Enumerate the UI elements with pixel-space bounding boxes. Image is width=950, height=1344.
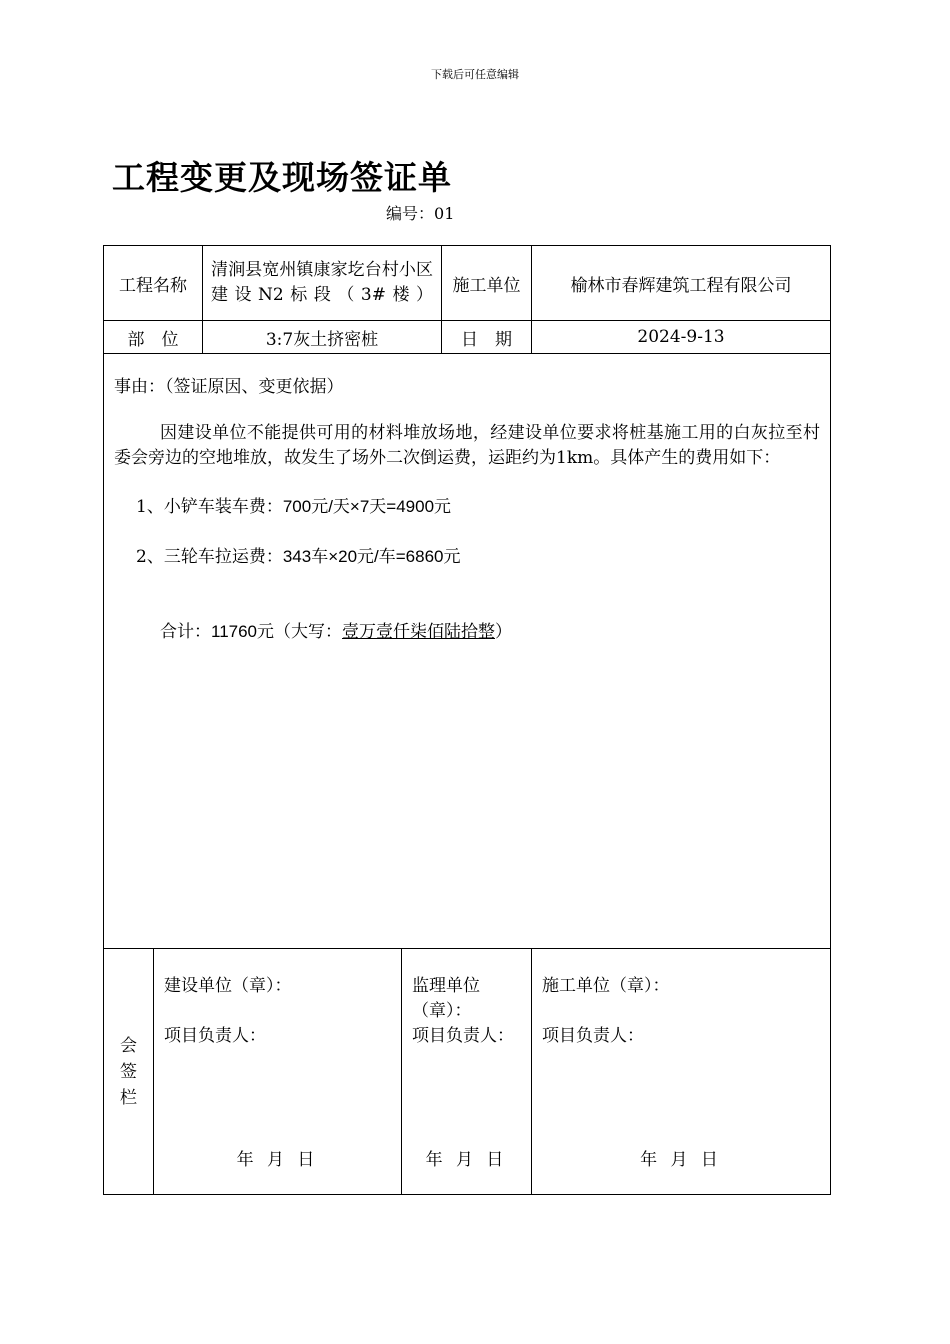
reason-paragraph: 因建设单位不能提供可用的材料堆放场地，经建设单位要求将桩基施工用的白灰拉至村委会旁边的空地堆放，故发生了场外二次倒运费，运距约为1km。具体产生的费用如下：	[114, 423, 821, 468]
reason-heading: 事由：（签证原因、变更依据）	[114, 377, 344, 397]
location-value: 3:7灰土挤密桩	[203, 321, 442, 354]
cost-total: 合计：11760元（大写：壹万壹仟柒佰陆拾整）	[160, 622, 513, 642]
cost-item-2: 2、三轮车拉运费：343车×20元/车=6860元	[136, 547, 461, 567]
document-title: 工程变更及现场签证单	[112, 158, 452, 197]
header-note: 下载后可任意编辑	[431, 68, 519, 81]
contractor-unit-label: 施工单位（章）：	[542, 976, 670, 996]
owner-person-label: 项目负责人：	[164, 1026, 266, 1046]
date-label: 日 期	[442, 321, 532, 354]
supervisor-person-label: 项目负责人：	[412, 1026, 514, 1046]
contractor-date-label: 年 月 日	[640, 1150, 722, 1170]
contractor-value: 榆林市春辉建筑工程有限公司	[532, 246, 831, 321]
location-label: 部 位	[104, 321, 203, 354]
contractor-label: 施工单位	[442, 246, 532, 321]
owner-signature-box	[154, 949, 402, 1195]
signature-label: 会签栏	[104, 949, 154, 1195]
cost-item-1: 1、小铲车装车费：700元/天×7天=4900元	[136, 497, 452, 517]
owner-date-label: 年 月 日	[236, 1150, 319, 1170]
serial-label: 编号：	[386, 204, 435, 223]
project-name-label: 工程名称	[104, 246, 203, 321]
contractor-signature-box	[532, 949, 831, 1195]
serial-number	[386, 201, 454, 224]
supervisor-signature-box	[402, 949, 532, 1195]
supervisor-unit-label: 监理单位（章）：	[412, 976, 480, 1021]
visa-form-table	[103, 245, 831, 1195]
date-value: 2024-9-13	[532, 321, 831, 354]
total-uppercase: 壹万壹仟柒佰陆拾整	[342, 622, 496, 642]
owner-unit-label: 建设单位（章）：	[164, 976, 292, 996]
reason-cell	[104, 354, 831, 949]
supervisor-date-label: 年 月 日	[425, 1150, 508, 1170]
contractor-person-label: 项目负责人：	[542, 1026, 645, 1046]
serial-value: 01	[434, 204, 455, 223]
project-name-value: 清涧县宽州镇康家圪台村小区建设N2标段（3#楼）	[203, 246, 442, 321]
